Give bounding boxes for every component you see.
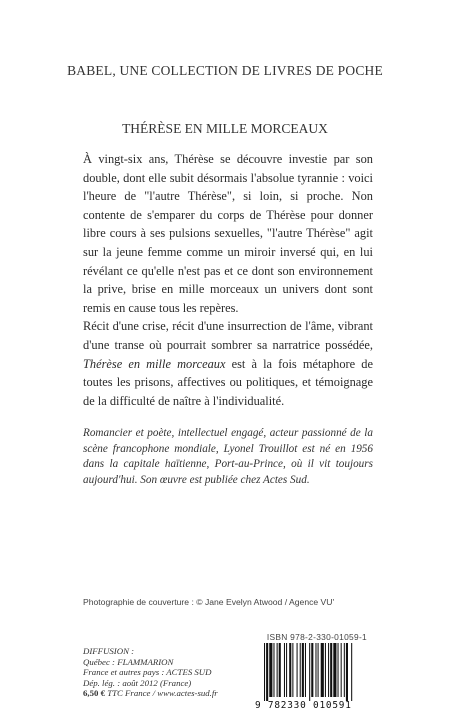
barcode-graphic [263,643,381,701]
photo-credit: Photographie de couverture : © Jane Evelyn Atwood / Agence VU' [83,597,335,607]
blurb-p2-start: Récit d'une crise, récit d'une insurrection de l'âme, vibrant d'une transe où pourrait sombrer sa narratrice possédée, [83,319,373,352]
diffusion-france: France et autres pays : ACTES SUD [83,667,212,678]
blurb-p2-end: est à la fois métaphore de toutes les prisons, affectives ou politiques, et témoignage de la difficulté de naître à l'individualité. [83,356,373,408]
diffusion-heading: DIFFUSION : [83,646,135,656]
price: 6,50 € [83,688,105,699]
isbn: ISBN 978-2-330-01059-1 [266,632,367,642]
legal-deposit: Dép. lég. : août 2012 (France) [83,677,192,688]
blurb [83,150,373,410]
collection-name: BABEL, UNE COLLECTION DE LIVRES DE POCHE [67,63,383,78]
price-line [83,688,218,699]
price-details: TTC France / www.actes-sud.fr [105,688,218,699]
book-title: THÉRÈSE EN MILLE MORCEAUX [122,121,328,136]
blurb-paragraph-1: À vingt-six ans, Thérèse se découvre investie par son double, dont elle subit désormais l'absolue tyrannie : voici l'heure de "l'autre Thérèse", si loin, si proche. Non contente de s'emparer du corps de Thérèse pour donner libre cours à ses pulsions sexuelles, "l'autre Thérèse" agit sur la jeune femme comme un miroir inversé qui, en lui révélant ce qu'elle n'est pas et ce dont son environnement la prive, brise en mille morceaux un univers dont sont remis en cause tous les repères. [83,152,373,315]
author-bio: Romancier et poète, intellectuel engagé, acteur passionné de la scène francophone mondiale, Lyonel Trouillot est né en 1956 dans la capitale haïtienne, Port-au-Prince, où il vit toujours aujourd'hui. Son œuvre est publiée chez Actes Sud. [83,427,373,486]
diffusion-quebec: Québec : FLAMMARION [83,656,174,667]
barcode [263,643,381,701]
blurb-paragraph-2 [83,317,373,410]
diffusion-info [83,646,218,699]
blurb-p2-title: Thérèse en mille morceaux [83,356,226,371]
barcode-digits: 9 782330 010591 [255,700,352,711]
